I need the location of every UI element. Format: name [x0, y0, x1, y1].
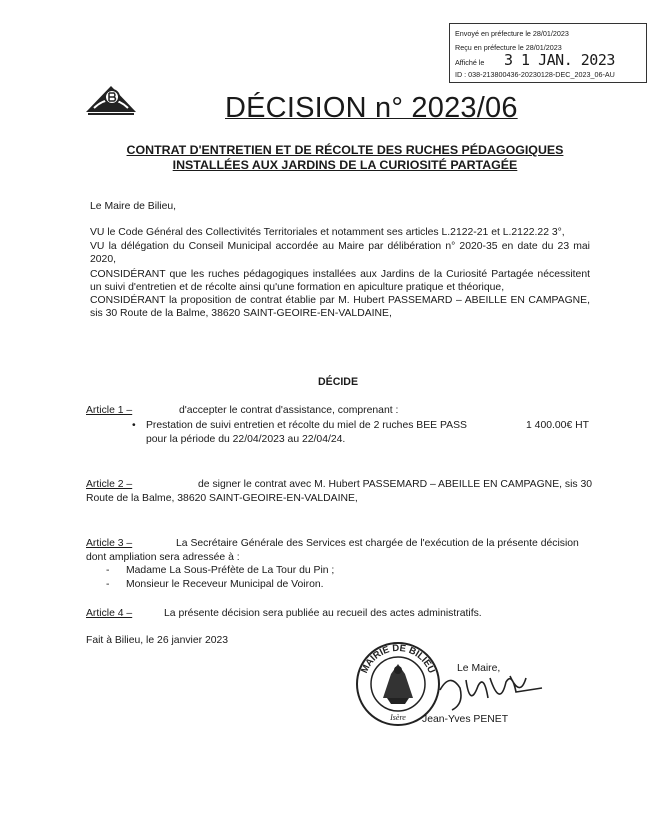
decision-subtitle: [60, 143, 630, 173]
article-3-text-cont: dont ampliation sera adressée à :: [86, 552, 240, 563]
decision-title: DÉCISION n° 2023/06: [225, 92, 518, 124]
list-dash-icon: -: [106, 565, 110, 576]
signature-name: Jean-Yves PENET: [422, 714, 509, 725]
fait-a-line: Fait à Bilieu, le 26 janvier 2023: [86, 635, 229, 646]
considerant-ruches: CONSIDÉRANT que les ruches pédagogiques installées aux Jardins de la Curiosité Partagée nécessitent un suivi d'entretien et de récolte ainsi qu'une formation en apiculture pratique et théorique,: [90, 269, 590, 294]
considerant-vu-code: VU le Code Général des Collectivités Territoriales et notamment ses articles L.2122-21 et L.2122.22 3°,: [90, 227, 565, 238]
seal-text-bottom: Isère: [390, 713, 406, 722]
article-3-label: Article 3 –: [86, 538, 133, 549]
stamp-id-line: ID : 038-213800436-20230128-DEC_2023_06-AU: [455, 70, 615, 79]
article-1-amount: 1 400.00€ HT: [526, 420, 589, 431]
article-1-label: Article 1 –: [86, 405, 133, 416]
stamp-affiche-label: Affiché le: [455, 58, 485, 67]
article-1-bullet: Prestation de suivi entretien et récolte du miel de 2 ruches BEE PASS: [146, 420, 467, 431]
recipient-item: Madame La Sous-Préfète de La Tour du Pin ;: [126, 565, 335, 576]
bullet-icon: •: [132, 420, 136, 431]
considerant-proposition: CONSIDÉRANT la proposition de contrat établie par M. Hubert PASSEMARD – ABEILLE EN CAMPAGNE, sis 30 Route de la Balme, 38620 SAINT-GEOIRE-EN-VALDAINE,: [90, 295, 590, 320]
prefecture-stamp: [449, 23, 647, 83]
seal-text-top: MAIRIE DE BILIEU: [359, 642, 437, 676]
subtitle-line-1: CONTRAT D'ENTRETIEN ET DE RÉCOLTE DES RUCHES PÉDAGOGIQUES: [126, 143, 564, 157]
recipient-item: Monsieur le Receveur Municipal de Voiron.: [126, 579, 324, 590]
article-1-period: pour la période du 22/04/2023 au 22/04/24.: [146, 434, 346, 445]
intro-text: Le Maire de Bilieu,: [90, 201, 177, 212]
article-4-text: La présente décision sera publiée au recueil des actes administratifs.: [164, 608, 482, 619]
article-2-label: Article 2 –: [86, 479, 133, 490]
stamp-received-line: Reçu en préfecture le 28/01/2023: [455, 43, 562, 52]
list-dash-icon: -: [106, 579, 110, 590]
signature-scribble: [430, 668, 550, 718]
article-3-text: La Secrétaire Générale des Services est chargée de l'exécution de la présente décision: [176, 538, 579, 549]
considerant-vu-delegation: VU la délégation du Conseil Municipal accordée au Maire par délibération n° 2020-35 en date du 23 mai 2020,: [90, 241, 590, 266]
article-2-text: de signer le contrat avec M. Hubert PASSEMARD – ABEILLE EN CAMPAGNE, sis 30: [198, 479, 593, 490]
article-4-label: Article 4 –: [86, 608, 133, 619]
article-1-text: d'accepter le contrat d'assistance, comprenant :: [179, 405, 399, 416]
stamp-sent-line: Envoyé en préfecture le 28/01/2023: [455, 29, 569, 38]
municipal-logo: [84, 82, 138, 116]
article-2-text-cont: Route de la Balme, 38620 SAINT-GEOIRE-EN-VALDAINE,: [86, 493, 358, 504]
signature-title: Le Maire,: [457, 663, 501, 674]
subtitle-line-2: INSTALLÉES AUX JARDINS DE LA CURIOSITÉ PARTAGÉE: [172, 158, 518, 172]
stamp-affiche-date: 3 1 JAN. 2023: [504, 51, 615, 69]
decide-heading: DÉCIDE: [318, 376, 359, 388]
